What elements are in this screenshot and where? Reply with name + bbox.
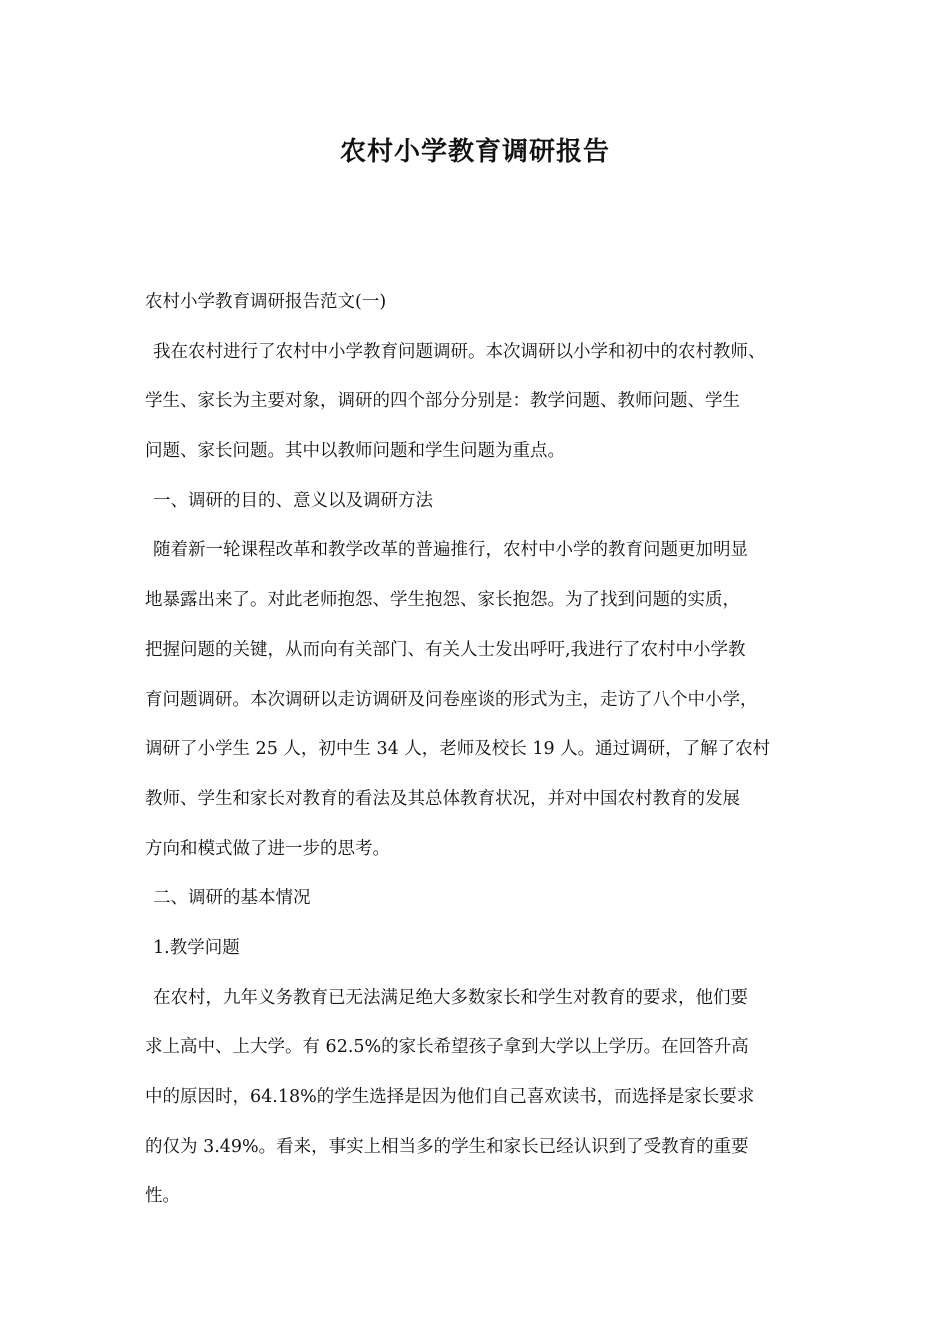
text-line: 问题、家长问题。其中以教师问题和学生问题为重点。: [145, 441, 565, 462]
document-body: [145, 287, 815, 1231]
text-line: 一、调研的目的、意义以及调研方法: [153, 490, 433, 511]
text-line: 农村小学教育调研报告范文(一): [145, 292, 387, 312]
text-line: 育问题调研。本次调研以走访调研及问卷座谈的形式为主，走访了八个中小学，: [145, 689, 758, 710]
text-line: 的仅为 3.49%。看来，事实上相当多的学生和家长已经认识到了受教育的重要: [145, 1136, 749, 1157]
text-line: 在农村，九年义务教育已无法满足绝大多数家长和学生对教育的要求，他们要: [153, 987, 748, 1008]
text-line: 把握问题的关键，从而向有关部门、有关人士发出呼吁,我进行了农村中小学教: [145, 639, 746, 660]
text-line: 我在农村进行了农村中小学教育问题调研。本次调研以小学和初中的农村教师、: [153, 341, 766, 362]
document-title: 农村小学教育调研报告: [339, 137, 610, 167]
text-line: 学生、家长为主要对象，调研的四个部分分别是：教学问题、教师问题、学生: [145, 391, 740, 412]
text-line: 教师、学生和家长对教育的看法及其总体教育状况，并对中国农村教育的发展: [145, 788, 740, 809]
text-line: 1.教学问题: [153, 937, 240, 958]
text-line: 二、调研的基本情况: [153, 888, 311, 909]
text-line: 随着新一轮课程改革和教学改革的普遍推行，农村中小学的教育问题更加明显: [153, 540, 748, 561]
text-line: 中的原因时，64.18%的学生选择是因为他们自己喜欢读书，而选择是家长要求: [145, 1087, 755, 1107]
text-line: 调研了小学生 25 人，初中生 34 人，老师及校长 19 人。通过调研，了解了农村: [145, 739, 771, 760]
text-line: 性。: [145, 1186, 180, 1207]
text-line: 地暴露出来了。对此老师抱怨、学生抱怨、家长抱怨。为了找到问题的实质，: [145, 590, 740, 611]
text-line: 求上高中、上大学。有 62.5%的家长希望孩子拿到大学以上学历。在回答升高: [145, 1037, 749, 1058]
text-line: 方向和模式做了进一步的思考。: [145, 838, 390, 859]
